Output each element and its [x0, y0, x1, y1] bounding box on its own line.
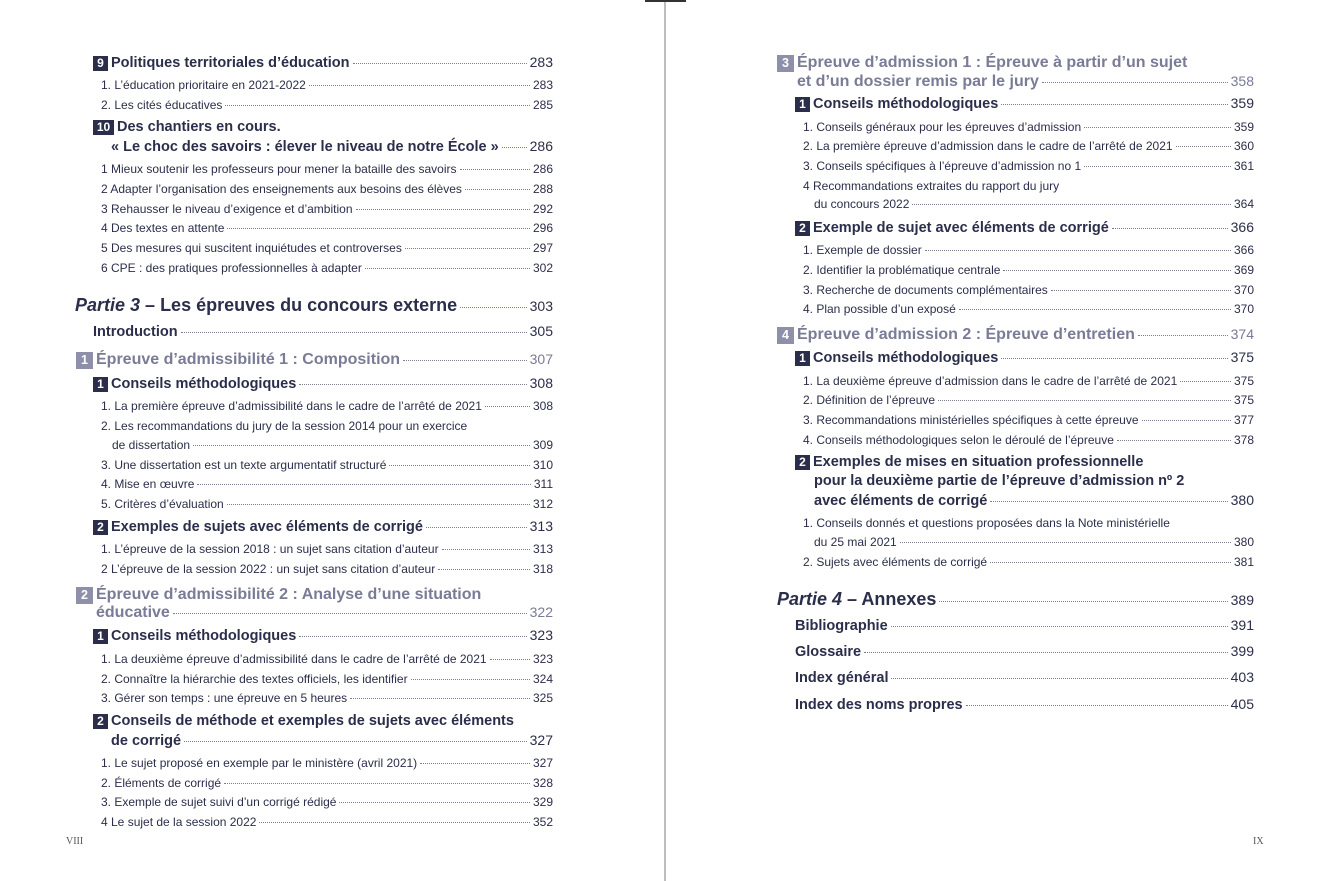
leader-dots: [197, 484, 530, 485]
leader-dots: [405, 248, 530, 249]
leader-dots: [227, 504, 530, 505]
entry-label: Glossaire: [795, 644, 862, 660]
page-number: 359: [1230, 95, 1254, 111]
toc-item[interactable]: [803, 555, 1254, 569]
toc-subsection[interactable]: [93, 518, 553, 535]
entry-label: Index général: [795, 670, 889, 686]
page-number: 309: [532, 438, 553, 452]
toc-item[interactable]: [803, 139, 1254, 153]
page-number: 318: [532, 562, 553, 576]
entry-label: [75, 295, 457, 316]
section-badge: 1: [795, 97, 810, 112]
entry-label: Partie 4: [777, 589, 843, 609]
page-number: 370: [1233, 302, 1254, 316]
leader-dots: [1117, 440, 1231, 441]
leader-dots: [925, 250, 1231, 251]
toc-epreuve-4[interactable]: [777, 326, 1254, 344]
page-number: 308: [532, 399, 553, 413]
entry-label: [93, 628, 296, 644]
toc-subsection[interactable]: [111, 732, 553, 749]
entry-label: –: [842, 589, 862, 609]
entry-label: 2: [93, 714, 108, 729]
toc-section-10[interactable]: [111, 138, 553, 155]
entry-label: de dissertation: [112, 438, 191, 452]
leader-dots: [299, 384, 526, 385]
entry-label: 5 Des mesures qui suscitent inquiétudes et controverses: [101, 241, 402, 255]
leader-dots: [1180, 381, 1231, 382]
toc-subsection[interactable]: [93, 375, 553, 392]
toc-item[interactable]: [803, 283, 1254, 297]
page-number: 305: [529, 323, 553, 339]
section-badge: 2: [93, 520, 108, 535]
toc-item[interactable]: [803, 243, 1254, 257]
page-number: 360: [1233, 139, 1254, 153]
page-number: 364: [1233, 197, 1254, 211]
toc-item[interactable]: [101, 542, 553, 556]
leader-dots: [365, 268, 530, 269]
entry-label: [777, 589, 936, 610]
entry-label: Exemples de mises en situation professionnelle: [813, 454, 1144, 470]
page-number: 324: [532, 672, 553, 686]
entry-label: 2. Identifier la problématique centrale: [803, 263, 1001, 277]
leader-dots: [485, 406, 530, 407]
page-number: 327: [529, 732, 553, 748]
page-number: 375: [1233, 374, 1254, 388]
entry-label: 3. Gérer son temps : une épreuve en 5 heures: [101, 691, 348, 705]
leader-dots: [490, 659, 530, 660]
epreuve-badge: 1: [76, 352, 93, 369]
toc-epreuve-3[interactable]: [797, 73, 1254, 91]
page-number: 285: [532, 98, 553, 112]
entry-label: Partie 3: [75, 295, 141, 315]
leader-dots: [959, 309, 1231, 310]
entry-label: avec éléments de corrigé: [814, 493, 988, 509]
page-number: 307: [529, 351, 553, 367]
leader-dots: [420, 763, 530, 764]
entry-label: de corrigé: [111, 733, 182, 749]
toc-item[interactable]: [814, 535, 1254, 549]
page-number: 308: [529, 375, 553, 391]
leader-dots: [1051, 290, 1231, 291]
page-number: 313: [529, 518, 553, 534]
entry-label: Exemples de sujets avec éléments de corrigé: [111, 519, 423, 535]
page-number: 292: [532, 202, 553, 216]
entry-label: Conseils méthodologiques: [813, 350, 999, 366]
entry-label: Conseils méthodologiques: [111, 376, 297, 392]
page-number: 405: [1230, 696, 1254, 712]
toc-item[interactable]: [101, 458, 553, 472]
toc-part-4[interactable]: [777, 589, 1254, 610]
toc-item[interactable]: [803, 413, 1254, 427]
entry-label: 2 Adapter l’organisation des enseignements aux besoins des élèves: [101, 182, 462, 196]
page-number: 374: [1230, 326, 1254, 342]
leader-dots: [1003, 270, 1231, 271]
page-number: 283: [532, 78, 553, 92]
leader-dots: [339, 802, 530, 803]
toc-item[interactable]: [803, 374, 1254, 388]
entry-label: éducative: [96, 604, 170, 621]
toc-item[interactable]: [803, 159, 1254, 173]
leader-dots: [299, 636, 526, 637]
page-number: 329: [532, 795, 553, 809]
leader-dots: [309, 85, 530, 86]
entry-label: 1 Mieux soutenir les professeurs pour mener la bataille des savoirs: [101, 162, 457, 176]
toc-part-3[interactable]: [75, 295, 553, 316]
toc-item[interactable]: [112, 438, 553, 452]
toc-section-9[interactable]: [93, 54, 553, 71]
entry-label: 3. Exemple de sujet suivi d’un corrigé rédigé: [101, 795, 337, 809]
toc-item[interactable]: [803, 263, 1254, 277]
entry-label: Des chantiers en cours.: [117, 119, 281, 135]
toc-item[interactable]: [803, 393, 1254, 407]
entry-label: 2. Éléments de corrigé: [101, 776, 222, 790]
leader-dots: [403, 360, 527, 361]
page-number: 328: [532, 776, 553, 790]
epreuve-badge: 3: [777, 55, 794, 72]
leader-dots: [864, 652, 1228, 653]
leader-dots: [939, 601, 1227, 602]
page-number: 297: [532, 241, 553, 255]
leader-dots: [224, 783, 530, 784]
leader-dots: [356, 209, 530, 210]
leader-dots: [891, 626, 1228, 627]
entry-label: du concours 2022: [814, 197, 910, 211]
toc-epreuve-2-title[interactable]: [76, 586, 481, 604]
leader-dots: [350, 698, 530, 699]
entry-label: et d’un dossier remis par le jury: [797, 73, 1039, 90]
entry-label: Conseils méthodologiques: [813, 96, 999, 112]
page-number: 303: [529, 298, 553, 314]
entry-label: « Le choc des savoirs : élever le niveau de notre École »: [111, 139, 499, 155]
entry-label: 2. Les cités éducatives: [101, 98, 223, 112]
entry-label: 3. Une dissertation est un texte argumentatif structuré: [101, 458, 387, 472]
page-number: 310: [532, 458, 553, 472]
entry-label: [93, 376, 296, 392]
section-badge: 10: [93, 120, 114, 135]
toc-subsection[interactable]: [814, 492, 1254, 509]
toc-epreuve-2[interactable]: [96, 604, 553, 622]
entry-label: 2 L’épreuve de la session 2022 : un sujet sans citation d’auteur: [101, 562, 436, 576]
leader-dots: [938, 400, 1231, 401]
page-number: 375: [1230, 349, 1254, 365]
leader-dots: [891, 678, 1227, 679]
page-number: 381: [1233, 555, 1254, 569]
entry-label: 6 CPE : des pratiques professionnelles à adapter: [101, 261, 362, 275]
page-number: 323: [529, 627, 553, 643]
entry-label: 1. La première épreuve d’admissibilité dans le cadre de l’arrêté de 2021: [101, 399, 482, 413]
entry-label: [93, 519, 423, 535]
section-title: Politiques territoriales d’éducation: [111, 55, 350, 71]
entry-label: Introduction: [93, 324, 178, 340]
leader-dots: [1001, 358, 1227, 359]
entry-label: 2. La première épreuve d’admission dans le cadre de l’arrêté de 2021: [803, 139, 1173, 153]
page-number: 366: [1233, 243, 1254, 257]
toc-annex-index-noms[interactable]: [795, 696, 1254, 713]
entry-label: 1. Exemple de dossier: [803, 243, 922, 257]
section-badge: 1: [795, 351, 810, 366]
entry-label: 1. L’épreuve de la session 2018 : un sujet sans citation d’auteur: [101, 542, 439, 556]
leader-dots: [460, 169, 530, 170]
page-number: 375: [1233, 393, 1254, 407]
page-number: 358: [1230, 73, 1254, 89]
leader-dots: [1084, 166, 1231, 167]
entry-label: –: [140, 295, 161, 315]
page-number: 377: [1233, 413, 1254, 427]
page-number: 366: [1230, 219, 1254, 235]
leader-dots: [442, 549, 530, 550]
page-number: 359: [1233, 120, 1254, 134]
toc-item[interactable]: [101, 221, 553, 235]
section-badge: 1: [93, 629, 108, 644]
entry-label: Conseils de méthode et exemples de sujets avec éléments: [111, 713, 514, 729]
toc-item[interactable]: [101, 241, 553, 255]
toc-annex-bibliographie[interactable]: [795, 617, 1254, 634]
entry-label: 2. Définition de l’épreuve: [803, 393, 936, 407]
leader-dots: [411, 679, 530, 680]
leader-dots: [181, 332, 527, 333]
toc-subsection-title[interactable]: [795, 454, 1143, 470]
page-number: 312: [532, 497, 553, 511]
page-number: 380: [1230, 492, 1254, 508]
epreuve-badge: 2: [76, 587, 93, 604]
entry-label: [76, 351, 400, 369]
section-badge: 1: [93, 377, 108, 392]
toc-item[interactable]: [101, 672, 553, 686]
toc-item[interactable]: [101, 78, 553, 92]
entry-label: 2. Sujets avec éléments de corrigé: [803, 555, 988, 569]
epreuve-badge: 4: [777, 327, 794, 344]
leader-dots: [912, 204, 1231, 205]
leader-dots: [438, 569, 530, 570]
page-number: 286: [532, 162, 553, 176]
leader-dots: [1112, 228, 1228, 229]
entry-label: 4 Des textes en attente: [101, 221, 225, 235]
toc-item[interactable]: [101, 562, 553, 576]
page-number: 311: [533, 477, 553, 491]
leader-dots: [900, 542, 1231, 543]
entry-label: Les épreuves du concours externe: [160, 295, 458, 315]
leader-dots: [1138, 335, 1228, 336]
leader-dots: [502, 147, 527, 148]
entry-label: [93, 55, 350, 71]
leader-dots: [1142, 420, 1231, 421]
leader-dots: [1001, 104, 1227, 105]
page-number: 378: [1233, 433, 1254, 447]
entry-label: Conseils méthodologiques: [111, 628, 297, 644]
leader-dots: [1042, 82, 1228, 83]
toc-item-line1[interactable]: 2. Les recommandations du jury de la session 2014 pour un exercice: [101, 419, 468, 433]
entry-label: du 25 mai 2021: [814, 535, 897, 549]
entry-label: Épreuve d’admission 1 : Épreuve à partir d’un sujet: [797, 54, 1188, 71]
section-badge: 9: [93, 56, 108, 71]
entry-label: 4. Mise en œuvre: [101, 477, 195, 491]
page-number: 369: [1233, 263, 1254, 277]
entry-label: 4. Conseils méthodologiques selon le déroulé de l’épreuve: [803, 433, 1114, 447]
page-number: 380: [1233, 535, 1254, 549]
toc-annex-index-general[interactable]: [795, 669, 1254, 686]
leader-dots: [990, 562, 1231, 563]
page-number: 391: [1230, 617, 1254, 633]
toc-introduction[interactable]: [93, 323, 553, 340]
toc-epreuve-1[interactable]: [76, 351, 553, 369]
page-number: 403: [1230, 669, 1254, 685]
leader-dots: [389, 465, 529, 466]
toc-item[interactable]: [101, 261, 553, 275]
leader-dots: [227, 228, 530, 229]
page-folio: VIII: [66, 836, 84, 847]
toc-item[interactable]: [101, 691, 553, 705]
toc-item[interactable]: [101, 497, 553, 511]
leader-dots: [990, 501, 1227, 502]
page-number: 296: [532, 221, 553, 235]
toc-item[interactable]: [101, 182, 553, 196]
page-number: 361: [1233, 159, 1254, 173]
toc-item[interactable]: [101, 756, 553, 770]
page-number: 327: [532, 756, 553, 770]
page-number: 323: [532, 652, 553, 666]
leader-dots: [184, 741, 527, 742]
toc-item[interactable]: [803, 433, 1254, 447]
toc-subsection-title[interactable]: [93, 713, 514, 729]
toc-item-line1[interactable]: 1. Conseils donnés et questions proposées dans la Note ministérielle: [803, 516, 1170, 530]
section-badge: 2: [795, 221, 810, 236]
page-number: 286: [529, 138, 553, 154]
toc-item[interactable]: [803, 302, 1254, 316]
toc-item[interactable]: [101, 399, 553, 413]
entry-label: 4 Le sujet de la session 2022: [101, 815, 257, 829]
entry-label: Annexes: [861, 589, 937, 609]
entry-label: Exemple de sujet avec éléments de corrigé: [813, 220, 1109, 236]
toc-subsection[interactable]: [93, 627, 553, 644]
toc-item[interactable]: [101, 776, 553, 790]
entry-label: 1. L’éducation prioritaire en 2021-2022: [101, 78, 306, 92]
leader-dots: [1084, 127, 1231, 128]
leader-dots: [426, 527, 527, 528]
page-number: 399: [1230, 643, 1254, 659]
page-number: 283: [529, 54, 553, 70]
toc-item-line1[interactable]: 4 Recommandations extraites du rapport du jury: [803, 179, 1060, 193]
page-number: 389: [1230, 592, 1254, 608]
toc-annex-glossaire[interactable]: [795, 643, 1254, 660]
toc-subsection[interactable]: [795, 219, 1254, 236]
toc-subsection-title-line2[interactable]: pour la deuxième partie de l’épreuve d’admission nº 2: [814, 473, 1185, 489]
toc-subsection[interactable]: [795, 349, 1254, 366]
right-page: [666, 0, 1328, 881]
toc-section-10-title[interactable]: [93, 119, 281, 135]
entry-label: 2: [795, 455, 810, 470]
toc-item[interactable]: [814, 197, 1254, 211]
toc-item[interactable]: [101, 162, 553, 176]
toc-item[interactable]: [101, 815, 553, 829]
entry-label: 3 Rehausser le niveau d’exigence et d’ambition: [101, 202, 353, 216]
entry-label: 1. Conseils généraux pour les épreuves d’admission: [803, 120, 1082, 134]
page-number: 325: [532, 691, 553, 705]
toc-item[interactable]: [803, 120, 1254, 134]
entry-label: 4. Plan possible d’un exposé: [803, 302, 956, 316]
toc-item[interactable]: [101, 652, 553, 666]
leader-dots: [465, 189, 530, 190]
leader-dots: [173, 613, 527, 614]
entry-label: 1. Le sujet proposé en exemple par le ministère (avril 2021): [101, 756, 418, 770]
entry-label: 3. Conseils spécifiques à l’épreuve d’admission no 1: [803, 159, 1082, 173]
toc-item[interactable]: [101, 202, 553, 216]
page-number: 322: [529, 604, 553, 620]
leader-dots: [225, 105, 530, 106]
entry-label: [777, 326, 1135, 344]
leader-dots: [193, 445, 530, 446]
entry-label: 1. La deuxième épreuve d’admission dans le cadre de l’arrêté de 2021: [803, 374, 1178, 388]
toc-item[interactable]: [101, 795, 553, 809]
entry-label: 3. Recherche de documents complémentaires: [803, 283, 1048, 297]
page-number: 313: [532, 542, 553, 556]
entry-label: 1. La deuxième épreuve d’admissibilité dans le cadre de l’arrêté de 2021: [101, 652, 487, 666]
page-number: 352: [532, 815, 553, 829]
entry-label: [795, 220, 1109, 236]
page-number: 302: [532, 261, 553, 275]
entry-label: Épreuve d’admissibilité 1 : Composition: [96, 351, 401, 368]
entry-label: 3. Recommandations ministérielles spécifiques à cette épreuve: [803, 413, 1139, 427]
leader-dots: [353, 63, 527, 64]
entry-label: 5. Critères d’évaluation: [101, 497, 224, 511]
entry-label: 2. Connaître la hiérarchie des textes officiels, les identifier: [101, 672, 408, 686]
toc-epreuve-3-title[interactable]: [777, 54, 1187, 72]
toc-item[interactable]: [101, 477, 553, 491]
entry-label: [795, 96, 998, 112]
leader-dots: [259, 822, 530, 823]
toc-subsection[interactable]: [795, 95, 1254, 112]
page-number: 370: [1233, 283, 1254, 297]
entry-label: Épreuve d’admission 2 : Épreuve d’entretien: [797, 326, 1135, 343]
entry-label: [795, 350, 998, 366]
page-number: 288: [532, 182, 553, 196]
leader-dots: [460, 307, 526, 308]
leader-dots: [1176, 146, 1231, 147]
leader-dots: [966, 705, 1228, 706]
toc-item[interactable]: [101, 98, 553, 112]
page-folio: IX: [1253, 836, 1264, 847]
entry-label: Épreuve d’admissibilité 2 : Analyse d’une situation: [96, 586, 482, 603]
entry-label: Bibliographie: [795, 618, 888, 634]
entry-label: Index des noms propres: [795, 697, 963, 713]
